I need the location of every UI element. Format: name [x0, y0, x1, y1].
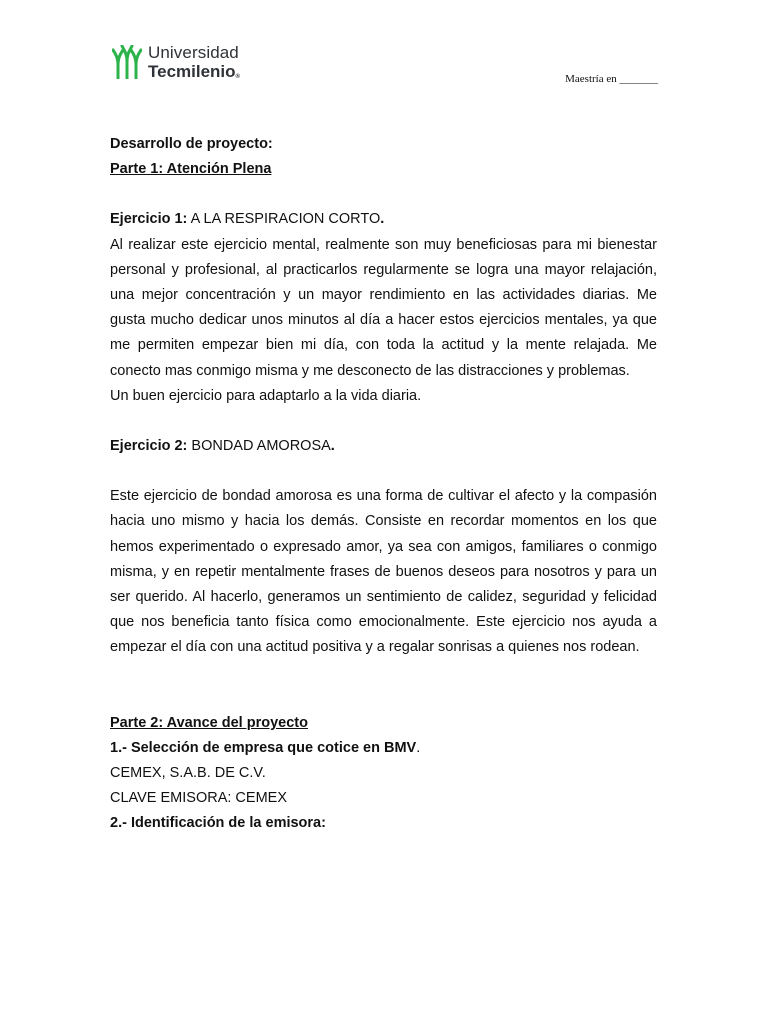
exercise1-extra: Un buen ejercicio para adaptarlo a la vida diaria.	[110, 387, 422, 404]
exercise2-paragraph: Este ejercicio de bondad amorosa es una forma de cultivar el afecto y la compasión hacia uno mismo y hacia los demás. Consiste en recordar momentos en los que hemos experimentado o expresado amor, ya sea con amigos, familiares o conmigo misma, y en repetir mentalmente frases de buenos deseos para nosotros y para un ser querido. Al hacerlo, generamos un sentimiento de calidez, seguridad y felicidad que nos beneficia tanto física como emocionalmente. Este ejercicio nos ayuda a empezar el día con una actitud positiva y a regalar sonrisas a quienes nos rodean.	[110, 488, 657, 656]
company-name: CEMEX, S.A.B. DE C.V.	[110, 765, 266, 782]
item1-line	[110, 736, 657, 761]
part2-title: Parte 2: Avance del proyecto	[110, 714, 308, 731]
logo-wordmark	[148, 44, 240, 80]
university-logo	[112, 44, 240, 80]
logo-tecmilenio-text: Tecmilenio	[148, 62, 236, 81]
exercise2-label: Ejercicio 2:	[110, 438, 188, 455]
header-program-text: Maestría en _______	[565, 73, 658, 85]
clave-emisora: CLAVE EMISORA: CEMEX	[110, 790, 287, 807]
logo-line-tecmilenio	[148, 63, 240, 80]
exercise1-heading	[110, 207, 657, 232]
part1-title: Parte 1: Atención Plena	[110, 161, 272, 178]
document-body	[110, 132, 657, 837]
item1-end: .	[416, 739, 421, 756]
spacer	[110, 459, 657, 484]
exercise1-label: Ejercicio 1:	[110, 211, 188, 228]
exercise1-title-end: .	[380, 211, 385, 228]
spacer	[110, 182, 657, 207]
logo-line-universidad: Universidad	[148, 43, 239, 62]
tecmilenio-leaf-icon	[112, 45, 142, 79]
spacer	[110, 409, 657, 434]
section-title: Desarrollo de proyecto:	[110, 136, 273, 152]
spacer	[110, 661, 657, 711]
exercise2-title-end: .	[330, 438, 335, 455]
item1-label: 1.- Selección de empresa que cotice en BMV	[110, 739, 417, 756]
item2-label: 2.- Identificación de la emisora:	[110, 815, 326, 832]
exercise1-paragraph: Al realizar este ejercicio mental, realmente son muy beneficiosas para mi bienestar personal y profesional, al practicarlos regularmente se logra una mayor relajación, una mejor concentración y un mayor rendimiento en las actividades diarias. Me gusta mucho dedicar unos minutos al día a hacer estos ejercicios mentales, ya que me permiten empezar bien mi día, con toda la actitud y la mente relajada. Me conecto mas conmigo misma y me desconecto de las distracciones y problemas.	[110, 236, 657, 379]
logo-registered-mark: ®	[235, 74, 240, 80]
exercise2-title: BONDAD AMOROSA	[191, 438, 331, 455]
exercise2-heading	[110, 434, 657, 459]
exercise1-title: A LA RESPIRACION CORTO	[190, 211, 381, 228]
